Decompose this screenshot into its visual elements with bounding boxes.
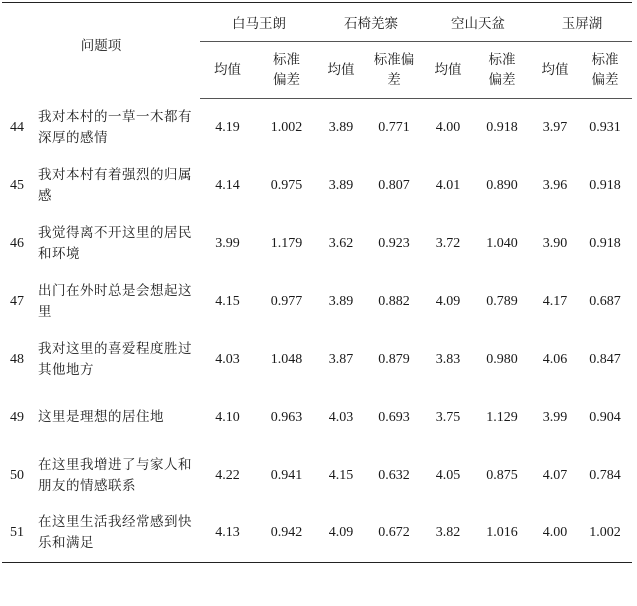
question-text: 在这里我增进了与家人和朋友的情感联系	[38, 456, 192, 494]
value-cell: 0.918	[589, 235, 621, 251]
value-cell: 3.90	[542, 235, 568, 251]
mean-header: 均值	[532, 42, 578, 99]
question-text: 这里是理想的居住地	[38, 409, 164, 425]
question-text: 我对本村有着强烈的归属感	[38, 166, 192, 204]
village-attachment-table	[2, 2, 632, 563]
question-number: 47	[10, 293, 24, 309]
value-cell: 0.875	[486, 467, 518, 483]
value-cell: 3.87	[328, 351, 354, 367]
value-cell: 0.890	[486, 177, 518, 193]
value-cell: 0.789	[486, 293, 518, 309]
value-cell: 1.002	[578, 505, 632, 563]
value-cell: 4.09	[318, 505, 364, 563]
table-row	[2, 447, 632, 505]
value-cell: 3.99	[542, 409, 568, 425]
value-cell: 0.879	[378, 351, 410, 367]
village-header-kstp: 空山天盆	[424, 3, 532, 42]
sd-header: 标准 偏差	[578, 42, 632, 99]
value-cell: 0.963	[270, 409, 303, 425]
value-cell: 3.82	[424, 505, 472, 563]
value-cell: 4.17	[542, 293, 568, 309]
value-cell: 0.847	[589, 351, 621, 367]
table-body	[2, 99, 632, 563]
value-cell: 0.980	[486, 351, 518, 367]
table-row	[2, 331, 632, 389]
value-cell: 1.040	[486, 235, 518, 251]
question-text: 我对本村的一草一木都有深厚的感情	[38, 108, 192, 146]
value-cell: 4.07	[542, 467, 568, 483]
value-cell: 0.977	[270, 293, 303, 309]
value-cell: 4.22	[215, 467, 240, 483]
value-cell: 0.771	[378, 119, 410, 135]
question-number: 45	[10, 177, 24, 193]
table-row	[2, 505, 632, 563]
question-column-header: 问题项	[2, 3, 200, 99]
table-row	[2, 273, 632, 331]
value-cell: 3.97	[542, 119, 568, 135]
sd-header: 标准 偏差	[472, 42, 532, 99]
value-cell: 1.002	[270, 119, 303, 135]
value-cell: 0.975	[270, 177, 303, 193]
value-cell: 4.03	[215, 351, 240, 367]
value-cell: 3.83	[435, 351, 461, 367]
village-header-yph: 玉屏湖	[532, 3, 632, 42]
value-cell: 0.918	[589, 177, 621, 193]
value-cell: 0.632	[378, 467, 410, 483]
value-cell: 4.03	[328, 409, 354, 425]
question-number: 49	[10, 409, 24, 425]
value-cell: 4.10	[215, 409, 240, 425]
question-number: 46	[10, 235, 24, 251]
table-row	[2, 389, 632, 447]
question-text: 我对这里的喜爱程度胜过其他地方	[38, 340, 192, 378]
mean-header: 均值	[318, 42, 364, 99]
value-cell: 3.89	[328, 293, 354, 309]
sd-header: 标准 偏差	[255, 42, 318, 99]
value-cell: 4.13	[200, 505, 255, 563]
question-text: 在这里生活我经常感到快乐和满足	[38, 505, 200, 563]
value-cell: 4.05	[435, 467, 461, 483]
table-header	[2, 3, 632, 99]
value-cell: 0.882	[378, 293, 410, 309]
sd-header: 标准偏 差	[364, 42, 424, 99]
value-cell: 1.048	[270, 351, 303, 367]
value-cell: 4.01	[435, 177, 461, 193]
value-cell: 0.918	[486, 119, 518, 135]
value-cell: 3.75	[435, 409, 461, 425]
value-cell: 4.00	[532, 505, 578, 563]
value-cell: 0.941	[270, 467, 303, 483]
value-cell: 0.931	[589, 119, 621, 135]
table-row	[2, 157, 632, 215]
value-cell: 4.14	[215, 177, 240, 193]
question-number: 48	[10, 351, 24, 367]
value-cell: 3.96	[542, 177, 568, 193]
value-cell: 4.09	[435, 293, 461, 309]
village-header-syqz: 石椅羌寨	[318, 3, 424, 42]
village-header-bmwl: 白马王朗	[200, 3, 318, 42]
value-cell: 3.89	[328, 177, 354, 193]
value-cell: 0.942	[255, 505, 318, 563]
value-cell: 0.807	[378, 177, 410, 193]
value-cell: 4.15	[328, 467, 354, 483]
value-cell: 0.672	[364, 505, 424, 563]
value-cell: 3.72	[435, 235, 461, 251]
question-number: 51	[2, 505, 38, 563]
value-cell: 0.923	[378, 235, 410, 251]
value-cell: 4.00	[435, 119, 461, 135]
question-number: 44	[10, 119, 24, 135]
value-cell: 1.129	[486, 409, 518, 425]
value-cell: 3.99	[215, 235, 240, 251]
value-cell: 0.687	[589, 293, 621, 309]
question-text: 我觉得离不开这里的居民和环境	[38, 224, 192, 262]
value-cell: 1.179	[270, 235, 303, 251]
table-row	[2, 99, 632, 157]
value-cell: 0.693	[378, 409, 410, 425]
value-cell: 3.89	[328, 119, 354, 135]
value-cell: 0.904	[589, 409, 621, 425]
mean-header: 均值	[424, 42, 472, 99]
value-cell: 0.784	[589, 467, 621, 483]
table-row	[2, 215, 632, 273]
value-cell: 1.016	[472, 505, 532, 563]
question-text: 出门在外时总是会想起这里	[38, 282, 192, 320]
value-cell: 4.15	[215, 293, 240, 309]
value-cell: 4.19	[215, 119, 240, 135]
value-cell: 4.06	[542, 351, 568, 367]
mean-header: 均值	[200, 42, 255, 99]
value-cell: 3.62	[328, 235, 354, 251]
question-number: 50	[10, 467, 24, 483]
